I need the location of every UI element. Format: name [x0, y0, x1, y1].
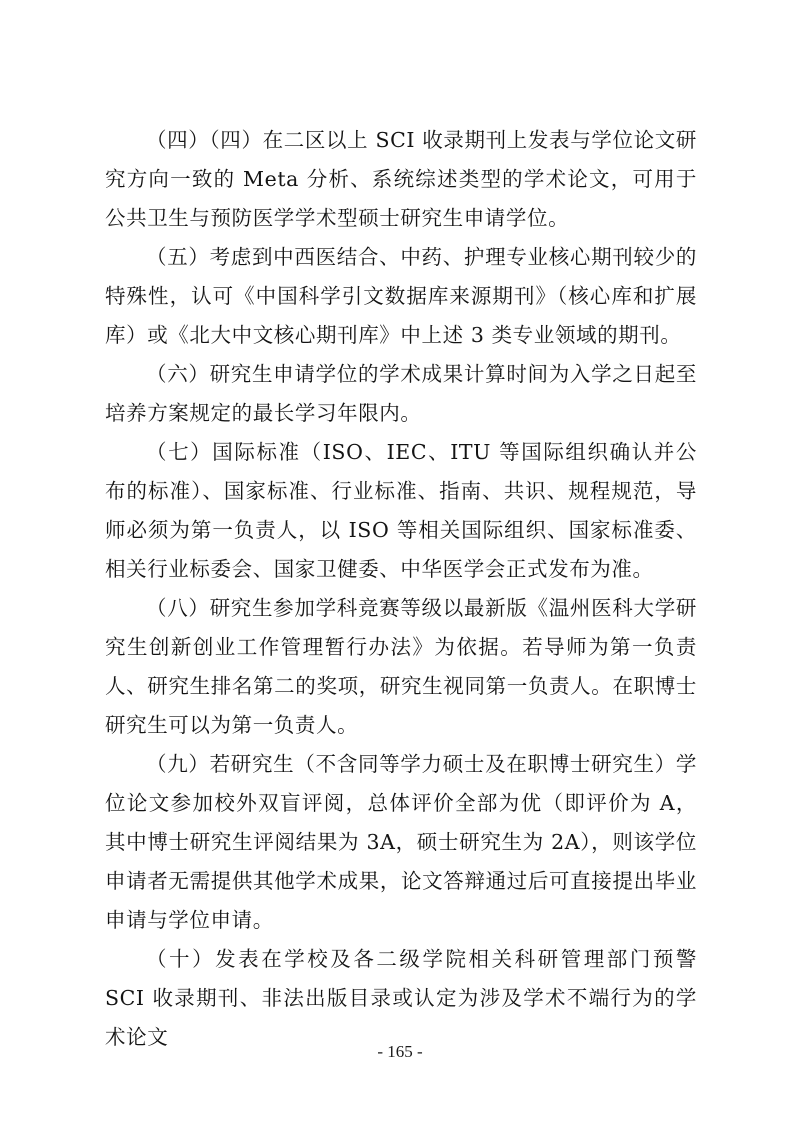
paragraph-5: （五）考虑到中西医结合、中药、护理专业核心期刊较少的特殊性，认可《中国科学引文数据库来源期刊》（核心库和扩展库）或《北大中文核心期刊库》中上述 3 类专业领域的期刊。 — [105, 245, 697, 347]
body-text — [105, 121, 697, 1057]
paragraph-7: （七）国际标准（ISO、IEC、ITU 等国际组织确认并公布的标准）、国家标准、行业标准、指南、共识、规程规范，导师必须为第一负责人，以 ISO 等相关国际组织、国家标准委、相关行业标委会、国家卫健委、中华医学会正式发布为准。 — [105, 440, 697, 581]
page-number: - 165 - — [377, 1042, 423, 1061]
paragraph-6: （六）研究生申请学位的学术成果计算时间为入学之日起至培养方案规定的最长学习年限内。 — [105, 362, 697, 425]
paragraph-4: （四）（四）在二区以上 SCI 收录期刊上发表与学位论文研究方向一致的 Meta 分析、系统综述类型的学术论文，可用于公共卫生与预防医学学术型硕士研究生申请学位。 — [105, 128, 697, 230]
paragraph-8: （八）研究生参加学科竞赛等级以最新版《温州医科大学研究生创新创业工作管理暂行办法》为依据。若导师为第一负责人、研究生排名第二的奖项，研究生视同第一负责人。在职博士研究生可以为第一负责人。 — [105, 596, 697, 737]
paragraph-9: （九）若研究生（不含同等学力硕士及在职博士研究生）学位论文参加校外双盲评阅，总体评价全部为优（即评价为 A，其中博士研究生评阅结果为 3A，硕士研究生为 2A），则该学位申请者无需提供其他学术成果，论文答辩通过后可直接提出毕业申请与学位申请。 — [105, 752, 697, 932]
paragraph-10: （十）发表在学校及各二级学院相关科研管理部门预警 SCI 收录期刊、非法出版目录或认定为涉及学术不端行为的学术论文 — [105, 947, 697, 1049]
